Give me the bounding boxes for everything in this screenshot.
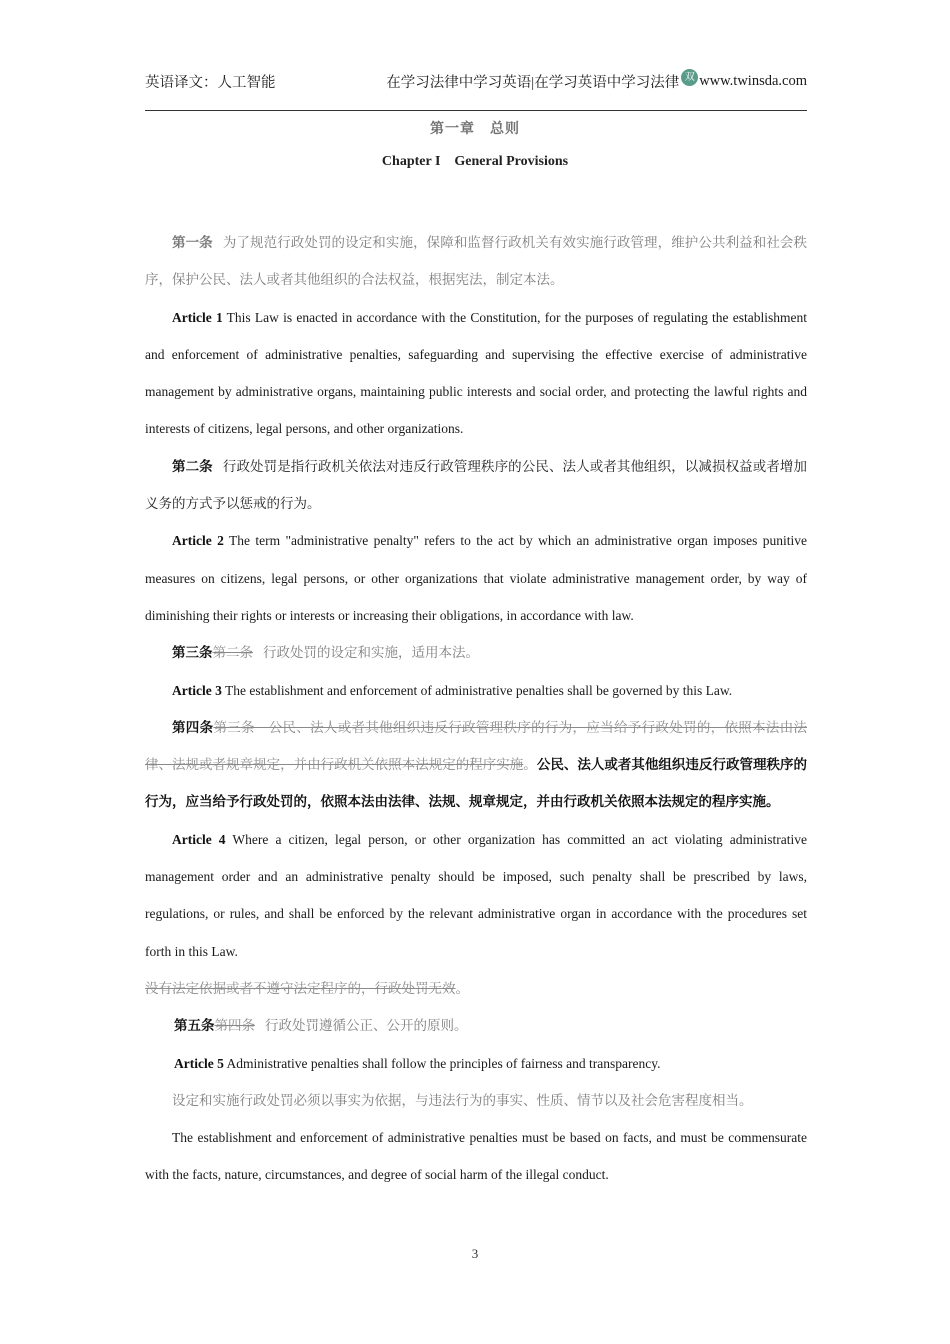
article-text: 行政处罚的设定和实施，适用本法。	[263, 645, 479, 661]
chapter-title-cn: 第一章 总则	[430, 122, 520, 137]
document-body	[145, 224, 807, 1194]
article-5-en	[145, 1045, 807, 1082]
header-title: 英语译文：人工智能	[145, 75, 276, 91]
article-label: Article 2	[172, 533, 224, 549]
page-header	[145, 66, 807, 111]
article-text: The establishment and enforcement of administrative penalties shall be governed by this Law.	[221, 682, 733, 698]
article-text: The term "administrative penalty" refers to the act by which an administrative organ imposes punitive measures on citizens, legal persons, or other organizations that violate administrative management order, by way of diminishing their rights or interests or increasing their obligations, in accordance with law.	[145, 533, 807, 623]
article-3-en	[145, 672, 807, 709]
article-text: 行政处罚是指行政机关依法对违反行政管理秩序的公民、法人或者其他组织，以减损权益或者增加义务的方式予以惩戒的行为。	[145, 458, 808, 512]
article-1-cn	[145, 224, 807, 299]
inserted-new-text: 公民、法人或者其他组织违反行政管理秩序的行为，应当给予行政处罚的，依照本法由法律、法规、规章规定，并由行政机关依照本法规定的程序实施。	[145, 757, 808, 810]
article-label: 第一条	[172, 235, 213, 250]
deleted-old-label: 第四条	[214, 1018, 255, 1034]
header-slogan	[386, 71, 807, 92]
header-slogan-text: 在学习法律中学习英语|在学习英语中学习法律	[386, 75, 680, 91]
article-text: Where a citizen, legal person, or other organization has committed an act violating administrative management order and an administrative penalty should be imposed, such penalty shall be prescribed by laws, regulations, or rules, and shall be enforced by the relevant administrative organ in accordance with the procedures set forth in this Law.	[145, 831, 807, 959]
article-5-en-para2: The establishment and enforcement of administrative penalties must be based on facts, and must be commensurate with the facts, nature, circumstances, and degree of social harm of the illegal conduct.	[145, 1130, 807, 1183]
article-label: 第三条	[172, 645, 213, 661]
chapter-title-en: Chapter I General Provisions	[381, 154, 569, 169]
article-2-en	[145, 522, 807, 634]
separator: 。	[523, 757, 537, 773]
article-label: Article 1	[172, 309, 223, 325]
separator: 。	[455, 980, 469, 996]
article-2-cn	[145, 448, 807, 523]
article-label: Article 5	[174, 1055, 224, 1071]
article-text: Administrative penalties shall follow the principles of fairness and transparency.	[223, 1055, 661, 1071]
deleted-old-label: 第二条	[212, 645, 253, 661]
article-label: 第二条	[172, 458, 213, 474]
article-5-cn	[145, 1007, 807, 1044]
article-4-cn	[145, 709, 807, 821]
deleted-old-text: 第三条 公民、法人或者其他组织违反行政管理秩序的行为，应当给予行政处罚的，依照本法由法律、法规或者规章规定，并由行政机关依照本法规定的程序实施	[145, 719, 808, 773]
article-text: 为了规范行政处罚的设定和实施，保障和监督行政机关有效实施行政管理，维护公共利益和社会秩序，保护公民、法人或者其他组织的合法权益，根据宪法，制定本法。	[145, 235, 808, 288]
header-url-link[interactable]: www.twinsda.com	[699, 73, 807, 89]
article-4-en	[145, 821, 807, 970]
article-3-cn	[145, 634, 807, 671]
article-label: 第五条	[174, 1018, 215, 1034]
twinsda-logo-icon: 双	[681, 69, 698, 86]
article-label: Article 4	[172, 831, 226, 847]
article-label: Article 3	[172, 682, 222, 698]
article-4-deleted-line	[145, 970, 807, 1007]
article-1-en	[145, 299, 807, 448]
page-number: 3	[471, 1246, 479, 1261]
deleted-text: 没有法定依据或者不遵守法定程序的，行政处罚无效	[145, 980, 456, 996]
article-text: This Law is enacted in accordance with the Constitution, for the purposes of regulating the establishment and enforcement of administrative penalties, safeguarding and supervising the effective exercise of administrative management by administrative organs, maintaining public interests and social order, and protecting the lawful rights and interests of citizens, legal persons, and other organizations.	[145, 309, 807, 437]
article-text: 行政处罚遵循公正、公开的原则。	[265, 1018, 468, 1034]
article-5-cn-para2: 设定和实施行政处罚必须以事实为依据，与违法行为的事实、性质、情节以及社会危害程度相当。	[172, 1092, 753, 1108]
article-label: 第四条	[172, 719, 214, 735]
